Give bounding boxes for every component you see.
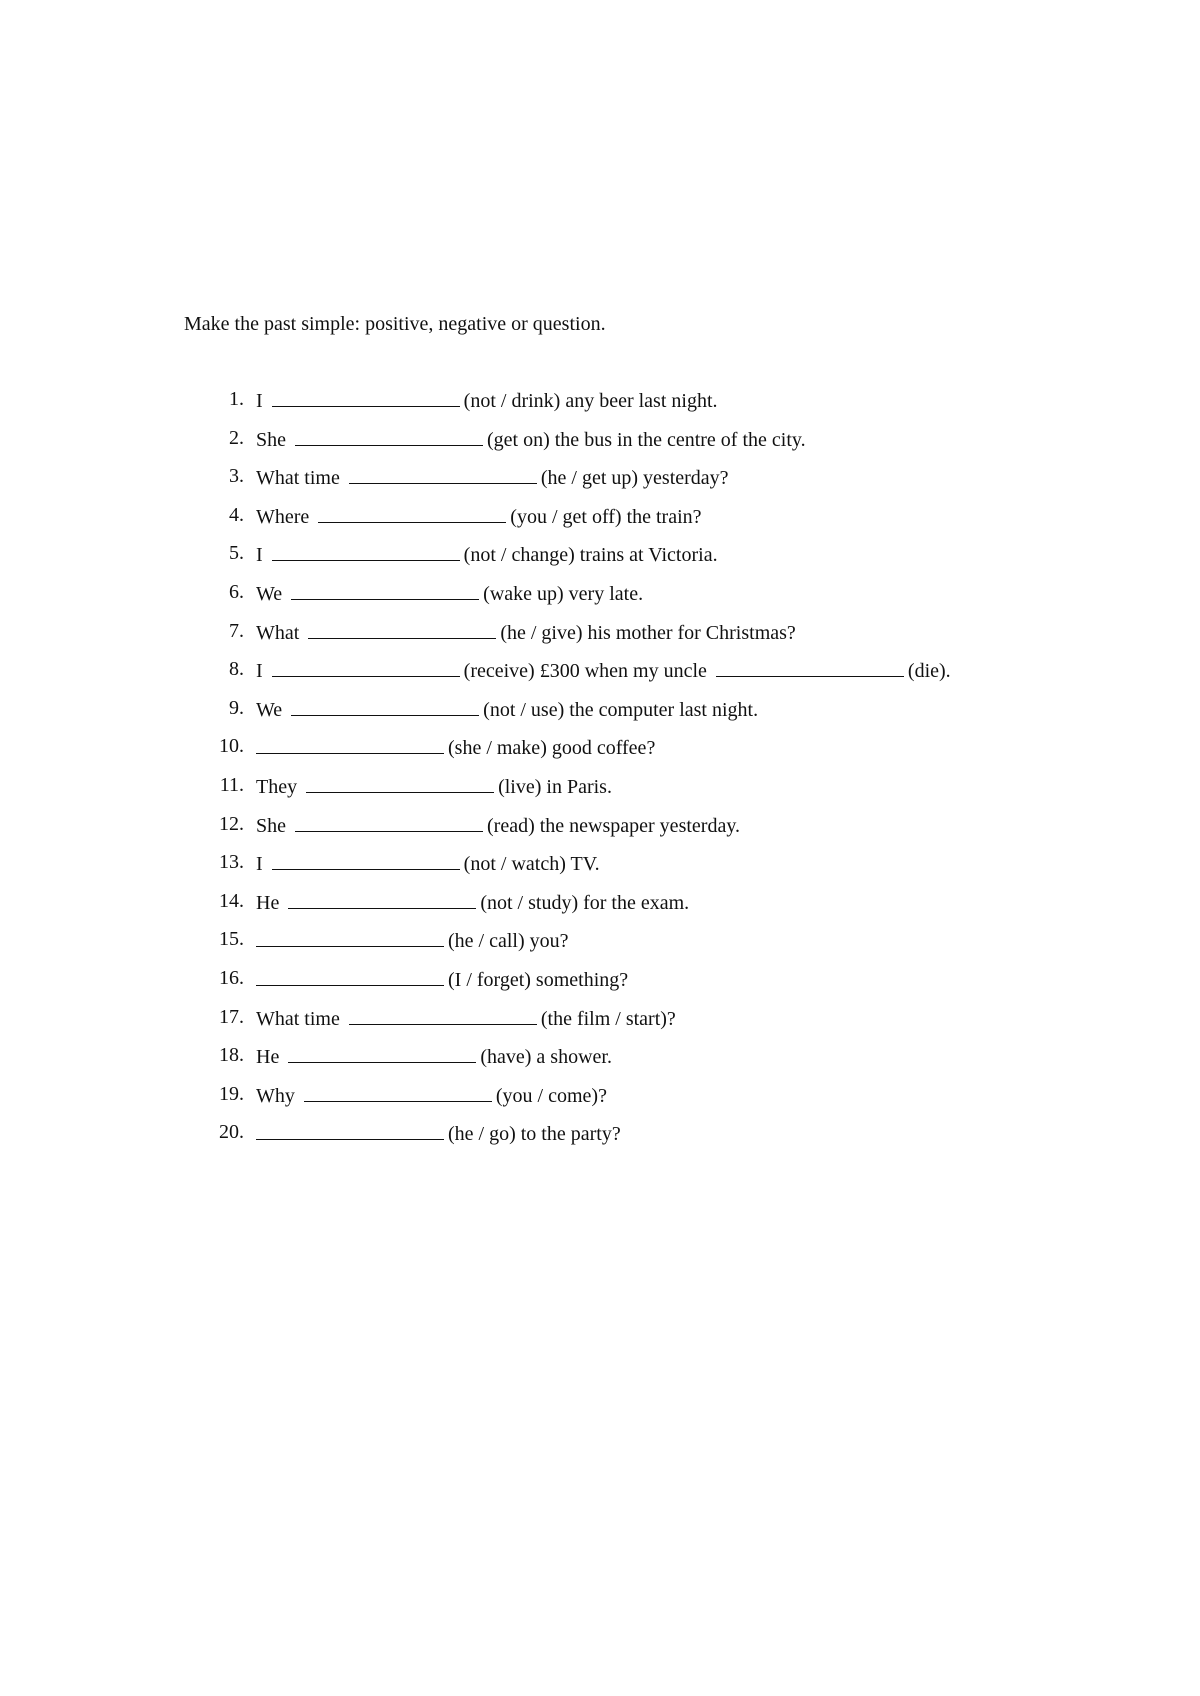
exercise-item xyxy=(0,386,1200,425)
item-hint: (I / forget) something? xyxy=(448,968,629,991)
exercise-item xyxy=(0,965,1200,1004)
answer-blank[interactable] xyxy=(272,386,460,407)
item-hint: (read) the newspaper yesterday. xyxy=(487,814,741,837)
exercise-item xyxy=(0,656,1200,695)
item-prefix: What xyxy=(256,621,300,644)
exercise-list xyxy=(0,386,1200,1158)
instruction-text: Make the past simple: positive, negative or question. xyxy=(184,313,606,335)
item-sentence xyxy=(256,772,612,800)
exercise-item xyxy=(0,463,1200,502)
item-prefix: We xyxy=(256,582,283,605)
item-prefix: He xyxy=(256,891,280,914)
exercise-item xyxy=(0,425,1200,464)
item-sentence xyxy=(256,425,806,453)
item-hint: (get on) the bus in the centre of the city. xyxy=(487,428,806,451)
item-hint: (the film / start)? xyxy=(540,1007,676,1030)
item-number: 9. xyxy=(229,696,244,719)
item-number: 13. xyxy=(219,851,244,874)
item-sentence xyxy=(256,811,740,839)
exercise-item xyxy=(0,811,1200,850)
item-number: 17. xyxy=(219,1005,244,1028)
item-sentence xyxy=(256,1004,676,1032)
answer-blank[interactable] xyxy=(291,695,479,716)
item-prefix: She xyxy=(256,428,286,451)
item-prefix: I xyxy=(256,853,263,876)
item-sentence xyxy=(256,888,689,916)
item-prefix: I xyxy=(256,660,263,683)
item-prefix: She xyxy=(256,814,286,837)
item-prefix: What time xyxy=(256,1007,340,1030)
item-number: 4. xyxy=(229,503,244,526)
item-sentence xyxy=(256,965,628,993)
item-sentence xyxy=(256,579,643,607)
exercise-item xyxy=(0,1004,1200,1043)
item-hint: (wake up) very late. xyxy=(483,582,644,605)
item-prefix: We xyxy=(256,698,283,721)
item-sentence xyxy=(256,1081,607,1109)
item-number: 3. xyxy=(229,465,244,488)
item-number: 20. xyxy=(219,1121,244,1144)
exercise-item xyxy=(0,733,1200,772)
exercise-item xyxy=(0,618,1200,657)
item-prefix: Where xyxy=(256,505,310,528)
answer-blank[interactable] xyxy=(272,849,460,870)
answer-blank[interactable] xyxy=(304,1081,492,1102)
item-sentence xyxy=(256,502,702,530)
exercise-item xyxy=(0,502,1200,541)
item-sentence xyxy=(256,926,569,954)
exercise-item xyxy=(0,579,1200,618)
item-number: 15. xyxy=(219,928,244,951)
answer-blank[interactable] xyxy=(291,579,479,600)
item-number: 14. xyxy=(219,889,244,912)
item-hint: (receive) £300 when my uncle xyxy=(463,660,707,683)
item-number: 16. xyxy=(219,966,244,989)
item-number: 5. xyxy=(229,542,244,565)
exercise-item xyxy=(0,772,1200,811)
item-number: 11. xyxy=(219,773,244,796)
item-hint: (not / use) the computer last night. xyxy=(483,698,759,721)
item-sentence xyxy=(256,695,758,723)
item-prefix: What time xyxy=(256,467,340,490)
exercise-item xyxy=(0,849,1200,888)
exercise-item xyxy=(0,1081,1200,1120)
item-sentence xyxy=(256,540,718,568)
item-hint: (he / get up) yesterday? xyxy=(540,467,729,490)
answer-blank[interactable] xyxy=(308,618,496,639)
item-number: 10. xyxy=(219,735,244,758)
item-sentence xyxy=(256,463,729,491)
exercise-item xyxy=(0,888,1200,927)
item-hint: (not / change) trains at Victoria. xyxy=(463,544,718,567)
answer-blank[interactable] xyxy=(295,811,483,832)
item-hint: (he / call) you? xyxy=(448,930,569,953)
item-number: 19. xyxy=(219,1082,244,1105)
item-prefix: I xyxy=(256,544,263,567)
exercise-item xyxy=(0,926,1200,965)
item-sentence xyxy=(256,656,951,684)
answer-blank[interactable] xyxy=(288,888,476,909)
answer-blank[interactable] xyxy=(256,926,444,947)
item-hint: (you / come)? xyxy=(495,1084,607,1107)
item-sentence xyxy=(256,386,718,414)
exercise-item xyxy=(0,695,1200,734)
item-sentence xyxy=(256,733,655,761)
item-prefix: They xyxy=(256,775,298,798)
item-hint: (have) a shower. xyxy=(480,1046,612,1069)
exercise-item xyxy=(0,1042,1200,1081)
item-hint: (not / study) for the exam. xyxy=(480,891,690,914)
item-sentence xyxy=(256,1119,621,1147)
answer-blank[interactable] xyxy=(318,502,506,523)
item-prefix: I xyxy=(256,390,263,412)
item-number: 1. xyxy=(229,388,244,410)
item-hint: (she / make) good coffee? xyxy=(448,737,656,760)
answer-blank[interactable] xyxy=(349,463,537,484)
answer-blank[interactable] xyxy=(272,656,460,677)
item-sentence xyxy=(256,849,600,877)
item-hint: (live) in Paris. xyxy=(498,775,612,798)
item-number: 6. xyxy=(229,580,244,603)
item-sentence xyxy=(256,1042,612,1070)
item-hint: (he / give) his mother for Christmas? xyxy=(500,621,796,644)
item-number: 18. xyxy=(219,1044,244,1067)
answer-blank[interactable] xyxy=(306,772,494,793)
answer-blank[interactable] xyxy=(716,656,904,677)
exercise-item xyxy=(0,540,1200,579)
item-suffix: (die). xyxy=(907,660,951,683)
item-prefix: Why xyxy=(256,1084,295,1107)
answer-blank[interactable] xyxy=(256,965,444,986)
answer-blank[interactable] xyxy=(295,425,483,446)
item-number: 2. xyxy=(229,426,244,449)
item-number: 7. xyxy=(229,619,244,642)
item-hint: (you / get off) the train? xyxy=(510,505,702,528)
item-hint: (not / drink) any beer last night. xyxy=(463,390,718,412)
item-prefix: He xyxy=(256,1046,280,1069)
answer-blank[interactable] xyxy=(256,733,444,754)
answer-blank[interactable] xyxy=(288,1042,476,1063)
item-number: 8. xyxy=(229,658,244,681)
answer-blank[interactable] xyxy=(349,1004,537,1025)
item-number: 12. xyxy=(219,812,244,835)
answer-blank[interactable] xyxy=(272,540,460,561)
item-sentence xyxy=(256,618,796,646)
exercise-item xyxy=(0,1119,1200,1158)
answer-blank[interactable] xyxy=(256,1119,444,1140)
item-hint: (he / go) to the party? xyxy=(448,1123,621,1146)
item-hint: (not / watch) TV. xyxy=(463,853,600,876)
